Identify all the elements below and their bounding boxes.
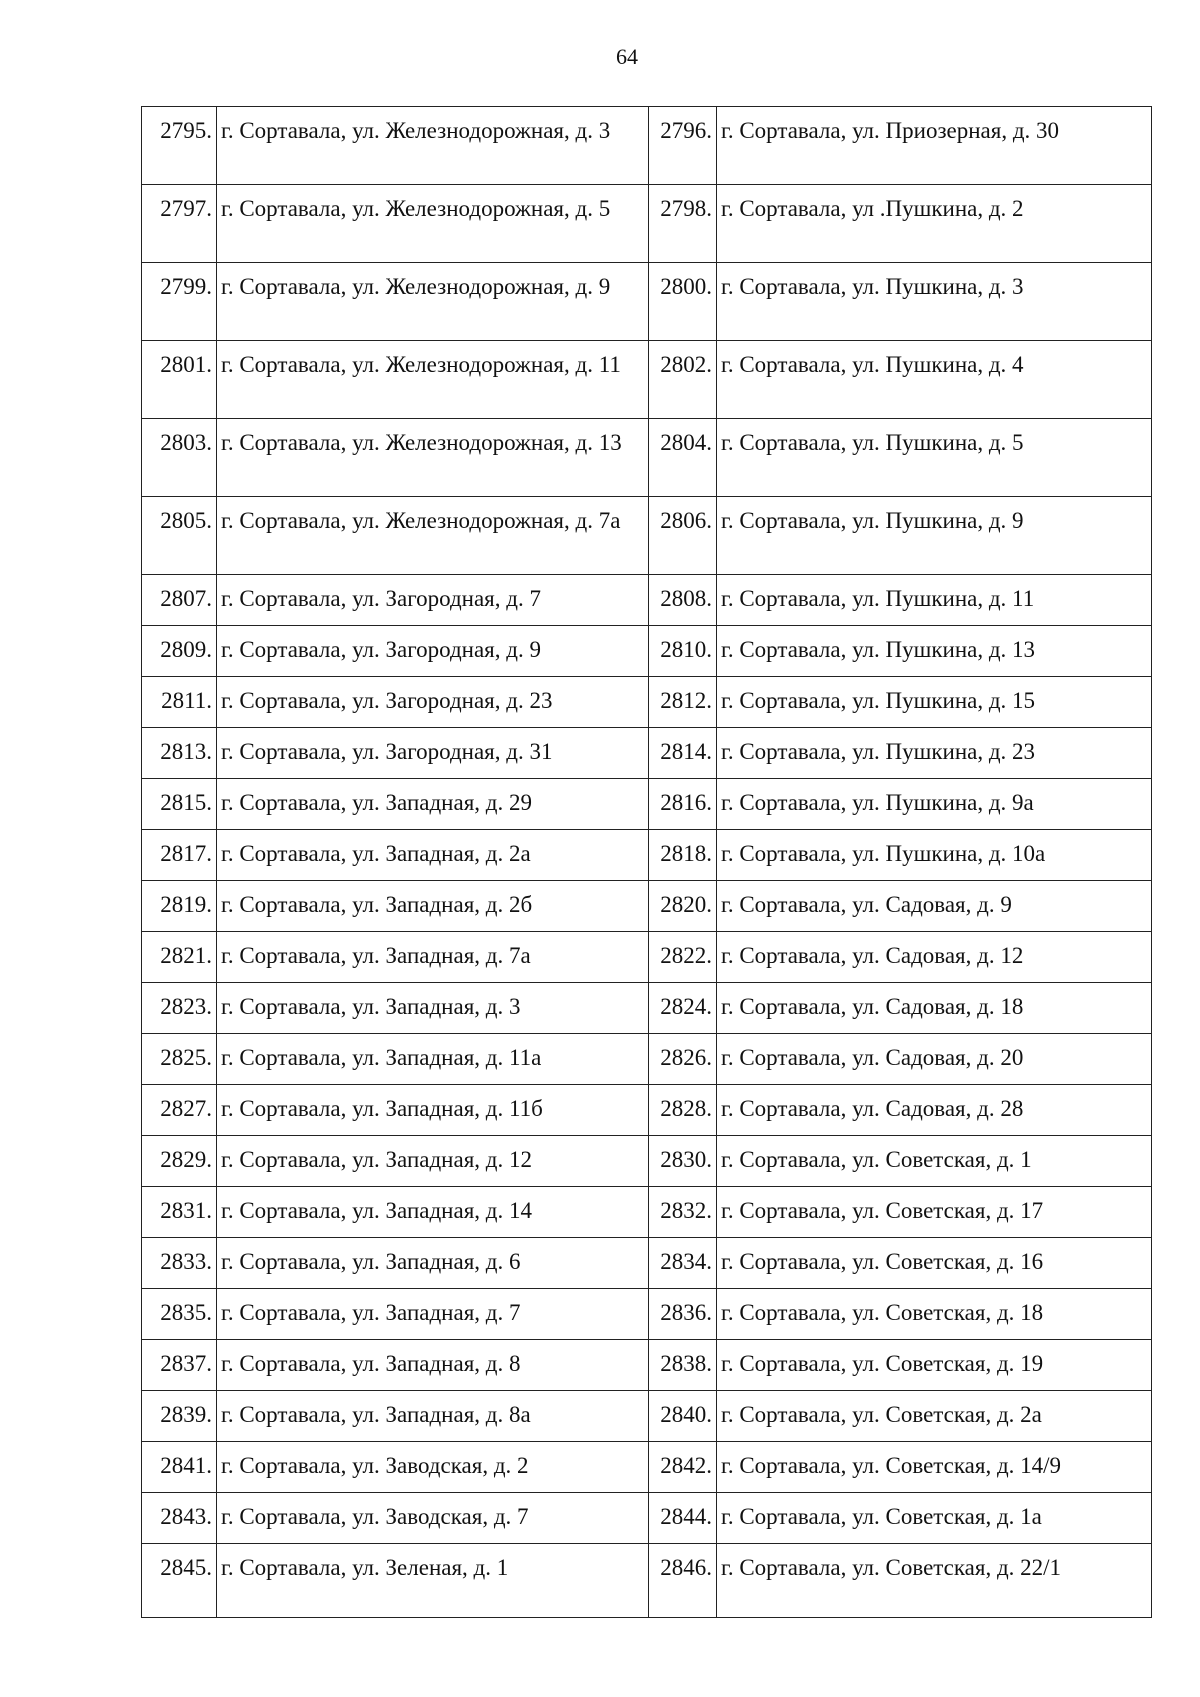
table-row — [142, 1289, 1152, 1340]
left-entry-address: г. Сортавала, ул. Западная, д. 3 — [217, 983, 649, 1034]
address-table-body — [142, 107, 1152, 1618]
left-entry-number: 2815. — [142, 779, 217, 830]
left-entry-address: г. Сортавала, ул. Западная, д. 7а — [217, 932, 649, 983]
address-table — [141, 106, 1152, 1618]
right-entry-number: 2820. — [649, 881, 717, 932]
right-entry-address: г. Сортавала, ул. Советская, д. 18 — [717, 1289, 1152, 1340]
right-entry-address: г. Сортавала, ул. Советская, д. 1 — [717, 1136, 1152, 1187]
table-row — [142, 1034, 1152, 1085]
right-entry-number: 2818. — [649, 830, 717, 881]
left-entry-address: г. Сортавала, ул. Западная, д. 2а — [217, 830, 649, 881]
left-entry-number: 2835. — [142, 1289, 217, 1340]
left-entry-number: 2845. — [142, 1544, 217, 1618]
right-entry-address: г. Сортавала, ул. Садовая, д. 12 — [717, 932, 1152, 983]
right-entry-address: г. Сортавала, ул. Пушкина, д. 9а — [717, 779, 1152, 830]
left-entry-address: г. Сортавала, ул. Заводская, д. 7 — [217, 1493, 649, 1544]
right-entry-number: 2834. — [649, 1238, 717, 1289]
right-entry-address: г. Сортавала, ул. Советская, д. 1а — [717, 1493, 1152, 1544]
right-entry-number: 2842. — [649, 1442, 717, 1493]
left-entry-address: г. Сортавала, ул. Железнодорожная, д. 11 — [217, 341, 649, 419]
left-entry-address: г. Сортавала, ул. Западная, д. 29 — [217, 779, 649, 830]
right-entry-number: 2830. — [649, 1136, 717, 1187]
right-entry-number: 2806. — [649, 497, 717, 575]
right-entry-number: 2838. — [649, 1340, 717, 1391]
right-entry-address: г. Сортавала, ул. Пушкина, д. 23 — [717, 728, 1152, 779]
table-row — [142, 1085, 1152, 1136]
right-entry-address: г. Сортавала, ул. Советская, д. 16 — [717, 1238, 1152, 1289]
right-entry-address: г. Сортавала, ул. Пушкина, д. 4 — [717, 341, 1152, 419]
left-entry-number: 2843. — [142, 1493, 217, 1544]
right-entry-address: г. Сортавала, ул. Пушкина, д. 5 — [717, 419, 1152, 497]
table-row — [142, 881, 1152, 932]
right-entry-address: г. Сортавала, ул. Советская, д. 14/9 — [717, 1442, 1152, 1493]
left-entry-address: г. Сортавала, ул. Западная, д. 2б — [217, 881, 649, 932]
left-entry-number: 2821. — [142, 932, 217, 983]
left-entry-number: 2823. — [142, 983, 217, 1034]
table-row — [142, 1442, 1152, 1493]
left-entry-address: г. Сортавала, ул. Загородная, д. 31 — [217, 728, 649, 779]
left-entry-address: г. Сортавала, ул. Железнодорожная, д. 9 — [217, 263, 649, 341]
right-entry-address: г. Сортавала, ул. Пушкина, д. 9 — [717, 497, 1152, 575]
right-entry-number: 2808. — [649, 575, 717, 626]
table-row — [142, 1493, 1152, 1544]
right-entry-address: г. Сортавала, ул. Пушкина, д. 15 — [717, 677, 1152, 728]
table-row — [142, 107, 1152, 185]
left-entry-number: 2797. — [142, 185, 217, 263]
left-entry-address: г. Сортавала, ул. Железнодорожная, д. 7а — [217, 497, 649, 575]
table-row — [142, 1238, 1152, 1289]
left-entry-address: г. Сортавала, ул. Западная, д. 8 — [217, 1340, 649, 1391]
right-entry-address: г. Сортавала, ул. Пушкина, д. 11 — [717, 575, 1152, 626]
left-entry-number: 2805. — [142, 497, 217, 575]
left-entry-number: 2807. — [142, 575, 217, 626]
table-row — [142, 677, 1152, 728]
right-entry-number: 2796. — [649, 107, 717, 185]
right-entry-number: 2814. — [649, 728, 717, 779]
table-row — [142, 341, 1152, 419]
table-row — [142, 575, 1152, 626]
table-row — [142, 1391, 1152, 1442]
left-entry-number: 2819. — [142, 881, 217, 932]
right-entry-address: г. Сортавала, ул. Советская, д. 22/1 — [717, 1544, 1152, 1618]
left-entry-address: г. Сортавала, ул. Западная, д. 7 — [217, 1289, 649, 1340]
left-entry-number: 2809. — [142, 626, 217, 677]
right-entry-number: 2816. — [649, 779, 717, 830]
left-entry-number: 2803. — [142, 419, 217, 497]
right-entry-address: г. Сортавала, ул. Приозерная, д. 30 — [717, 107, 1152, 185]
right-entry-number: 2836. — [649, 1289, 717, 1340]
table-row — [142, 263, 1152, 341]
right-entry-address: г. Сортавала, ул. Садовая, д. 18 — [717, 983, 1152, 1034]
right-entry-address: г. Сортавала, ул. Советская, д. 19 — [717, 1340, 1152, 1391]
left-entry-number: 2841. — [142, 1442, 217, 1493]
left-entry-number: 2827. — [142, 1085, 217, 1136]
right-entry-number: 2800. — [649, 263, 717, 341]
right-entry-number: 2802. — [649, 341, 717, 419]
right-entry-number: 2812. — [649, 677, 717, 728]
right-entry-address: г. Сортавала, ул. Садовая, д. 9 — [717, 881, 1152, 932]
table-row — [142, 185, 1152, 263]
left-entry-number: 2811. — [142, 677, 217, 728]
table-row — [142, 983, 1152, 1034]
left-entry-address: г. Сортавала, ул. Западная, д. 12 — [217, 1136, 649, 1187]
left-entry-address: г. Сортавала, ул. Западная, д. 11б — [217, 1085, 649, 1136]
table-row — [142, 626, 1152, 677]
right-entry-number: 2826. — [649, 1034, 717, 1085]
table-row — [142, 1187, 1152, 1238]
table-row — [142, 728, 1152, 779]
table-row — [142, 1136, 1152, 1187]
left-entry-address: г. Сортавала, ул. Загородная, д. 7 — [217, 575, 649, 626]
right-entry-address: г. Сортавала, ул. Советская, д. 17 — [717, 1187, 1152, 1238]
left-entry-address: г. Сортавала, ул. Заводская, д. 2 — [217, 1442, 649, 1493]
left-entry-number: 2813. — [142, 728, 217, 779]
left-entry-number: 2801. — [142, 341, 217, 419]
left-entry-number: 2829. — [142, 1136, 217, 1187]
left-entry-address: г. Сортавала, ул. Западная, д. 8а — [217, 1391, 649, 1442]
left-entry-number: 2825. — [142, 1034, 217, 1085]
table-row — [142, 932, 1152, 983]
left-entry-number: 2839. — [142, 1391, 217, 1442]
table-row — [142, 419, 1152, 497]
right-entry-address: г. Сортавала, ул .Пушкина, д. 2 — [717, 185, 1152, 263]
right-entry-number: 2844. — [649, 1493, 717, 1544]
right-entry-number: 2828. — [649, 1085, 717, 1136]
left-entry-address: г. Сортавала, ул. Западная, д. 11а — [217, 1034, 649, 1085]
right-entry-number: 2832. — [649, 1187, 717, 1238]
right-entry-number: 2810. — [649, 626, 717, 677]
table-row — [142, 497, 1152, 575]
right-entry-address: г. Сортавала, ул. Пушкина, д. 3 — [717, 263, 1152, 341]
left-entry-address: г. Сортавала, ул. Загородная, д. 23 — [217, 677, 649, 728]
left-entry-number: 2799. — [142, 263, 217, 341]
right-entry-number: 2824. — [649, 983, 717, 1034]
left-entry-address: г. Сортавала, ул. Западная, д. 14 — [217, 1187, 649, 1238]
left-entry-address: г. Сортавала, ул. Загородная, д. 9 — [217, 626, 649, 677]
left-entry-address: г. Сортавала, ул. Железнодорожная, д. 5 — [217, 185, 649, 263]
left-entry-address: г. Сортавала, ул. Железнодорожная, д. 3 — [217, 107, 649, 185]
right-entry-number: 2840. — [649, 1391, 717, 1442]
right-entry-address: г. Сортавала, ул. Садовая, д. 20 — [717, 1034, 1152, 1085]
right-entry-number: 2846. — [649, 1544, 717, 1618]
left-entry-number: 2831. — [142, 1187, 217, 1238]
right-entry-address: г. Сортавала, ул. Советская, д. 2а — [717, 1391, 1152, 1442]
left-entry-number: 2817. — [142, 830, 217, 881]
page-number: 64 — [616, 44, 638, 69]
table-row — [142, 779, 1152, 830]
left-entry-address: г. Сортавала, ул. Зеленая, д. 1 — [217, 1544, 649, 1618]
left-entry-number: 2833. — [142, 1238, 217, 1289]
left-entry-address: г. Сортавала, ул. Железнодорожная, д. 13 — [217, 419, 649, 497]
right-entry-address: г. Сортавала, ул. Пушкина, д. 10а — [717, 830, 1152, 881]
table-row — [142, 1340, 1152, 1391]
right-entry-number: 2822. — [649, 932, 717, 983]
table-row — [142, 1544, 1152, 1618]
right-entry-number: 2804. — [649, 419, 717, 497]
left-entry-number: 2837. — [142, 1340, 217, 1391]
left-entry-number: 2795. — [142, 107, 217, 185]
left-entry-address: г. Сортавала, ул. Западная, д. 6 — [217, 1238, 649, 1289]
table-row — [142, 830, 1152, 881]
right-entry-number: 2798. — [649, 185, 717, 263]
right-entry-address: г. Сортавала, ул. Садовая, д. 28 — [717, 1085, 1152, 1136]
right-entry-address: г. Сортавала, ул. Пушкина, д. 13 — [717, 626, 1152, 677]
